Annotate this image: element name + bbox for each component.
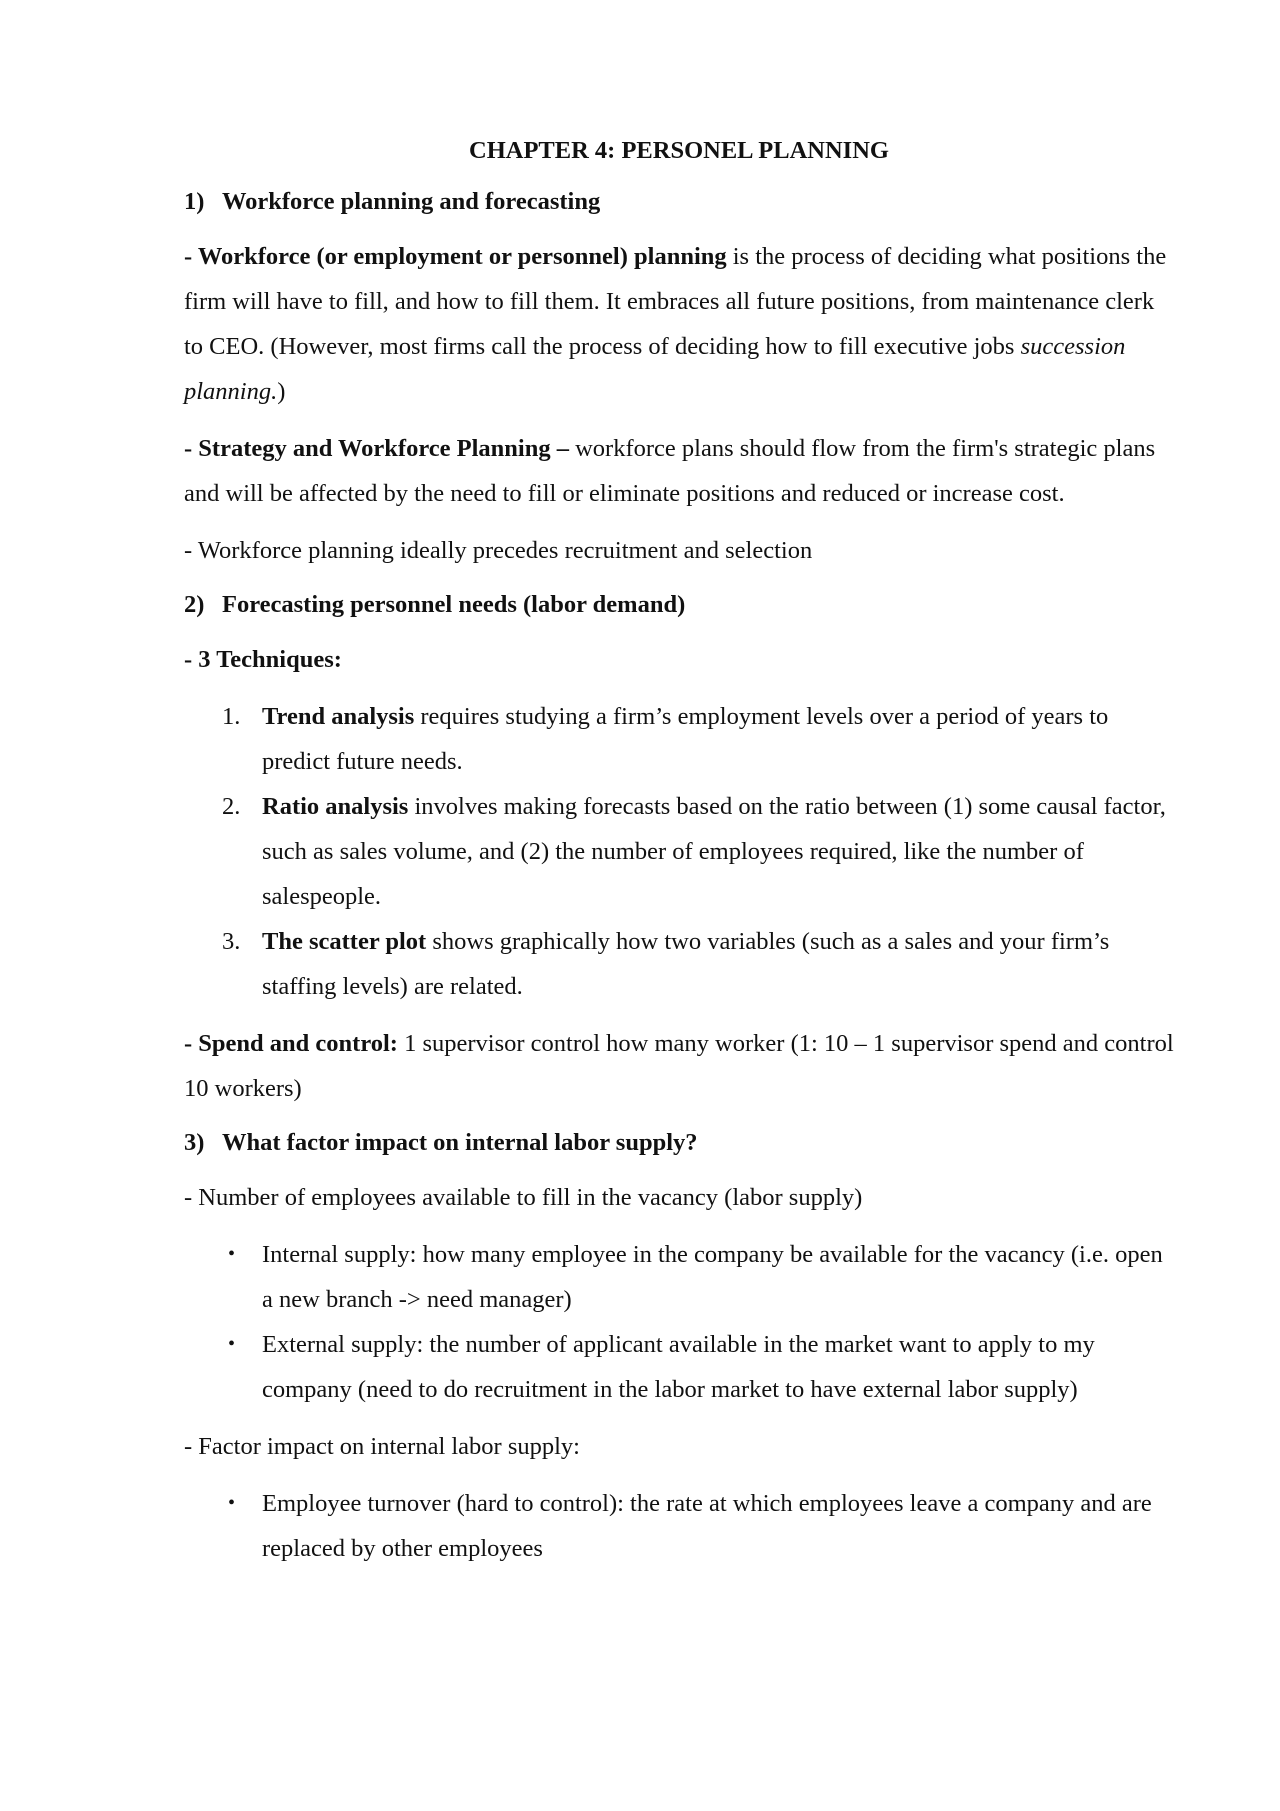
list-item-content: Internal supply: how many employee in the company be available for the vacancy (i.e. open a new branch -> need manager) [262, 1241, 1163, 1313]
list-item [184, 1232, 1174, 1322]
section-2-heading [184, 585, 1174, 625]
list-marker: 3. [222, 928, 241, 955]
section-1-title: Workforce planning and forecasting [222, 188, 601, 215]
technique-term: Ratio analysis [262, 793, 409, 820]
techniques-label: - 3 Techniques: [184, 646, 342, 673]
document-page [184, 132, 1174, 1583]
succession-planning-term: succession planning. [184, 333, 1126, 405]
list-item [184, 784, 1174, 919]
list-item-content [262, 784, 1174, 919]
strategy-paragraph [184, 426, 1174, 516]
technique-term: The scatter plot [262, 928, 427, 955]
section-3-number: 3) [184, 1129, 205, 1156]
list-item-content [262, 694, 1174, 784]
list-item-content: Employee turnover (hard to control): the rate at which employees leave a company and are replaced by other employees [262, 1490, 1152, 1562]
workforce-planning-definition [184, 234, 1174, 414]
techniques-list [184, 694, 1174, 1009]
bullet-icon: • [228, 1243, 236, 1265]
supply-list [184, 1232, 1174, 1412]
list-item-content [262, 919, 1174, 1009]
list-item [184, 694, 1174, 784]
factor-impact-paragraph: - Factor impact on internal labor supply: [184, 1433, 580, 1460]
list-item-content: External supply: the number of applicant available in the market want to apply to my company (need to do recruitment in the labor market to have external labor supply) [262, 1331, 1095, 1403]
strategy-text: workforce plans should flow from the firm's strategic plans and will be affected by the need to fill or eliminate positions and reduced or increase cost. [184, 435, 1156, 507]
technique-text: involves making forecasts based on the ratio between (1) some causal factor, such as sales volume, and (2) the number of employees required, like the number of salespeople. [262, 793, 1166, 910]
spend-control-paragraph [184, 1021, 1174, 1111]
section-1-heading [184, 182, 1174, 222]
technique-text: shows graphically how two variables (such as a sales and your firm’s staffing levels) are related. [262, 928, 1110, 1000]
section-3-heading [184, 1123, 1174, 1163]
bullet-icon: • [228, 1492, 236, 1514]
list-marker: 1. [222, 703, 241, 730]
technique-term: Trend analysis [262, 703, 415, 730]
factor-list [184, 1481, 1174, 1571]
workforce-planning-term: - Workforce (or employment or personnel) planning [184, 243, 727, 270]
section-3-title: What factor impact on internal labor supply? [222, 1129, 698, 1156]
workforce-planning-end: ) [277, 378, 286, 405]
list-item [184, 1322, 1174, 1412]
labor-supply-paragraph: - Number of employees available to fill in the vacancy (labor supply) [184, 1184, 863, 1211]
list-item [184, 1481, 1174, 1571]
precedes-recruitment-paragraph: - Workforce planning ideally precedes recruitment and selection [184, 537, 813, 564]
list-marker: 2. [222, 793, 241, 820]
bullet-icon: • [228, 1333, 236, 1355]
section-2-title: Forecasting personnel needs (labor demand) [222, 591, 686, 618]
spend-control-term: - Spend and control: [184, 1030, 398, 1057]
list-item [184, 919, 1174, 1009]
strategy-term: - Strategy and Workforce Planning – [184, 435, 569, 462]
workforce-planning-text: is the process of deciding what positions the firm will have to fill, and how to fill them. It embraces all future positions, from maintenance clerk to CEO. (However, most firms call the process of deciding how to fill executive jobs [184, 243, 1167, 360]
section-2-number: 2) [184, 591, 205, 618]
spend-control-text: 1 supervisor control how many worker (1: 10 – 1 supervisor spend and control 10 workers) [184, 1030, 1174, 1102]
technique-text: requires studying a firm’s employment levels over a period of years to predict future needs. [262, 703, 1109, 775]
section-1-number: 1) [184, 188, 205, 215]
chapter-title: CHAPTER 4: PERSONEL PLANNING [469, 137, 889, 164]
